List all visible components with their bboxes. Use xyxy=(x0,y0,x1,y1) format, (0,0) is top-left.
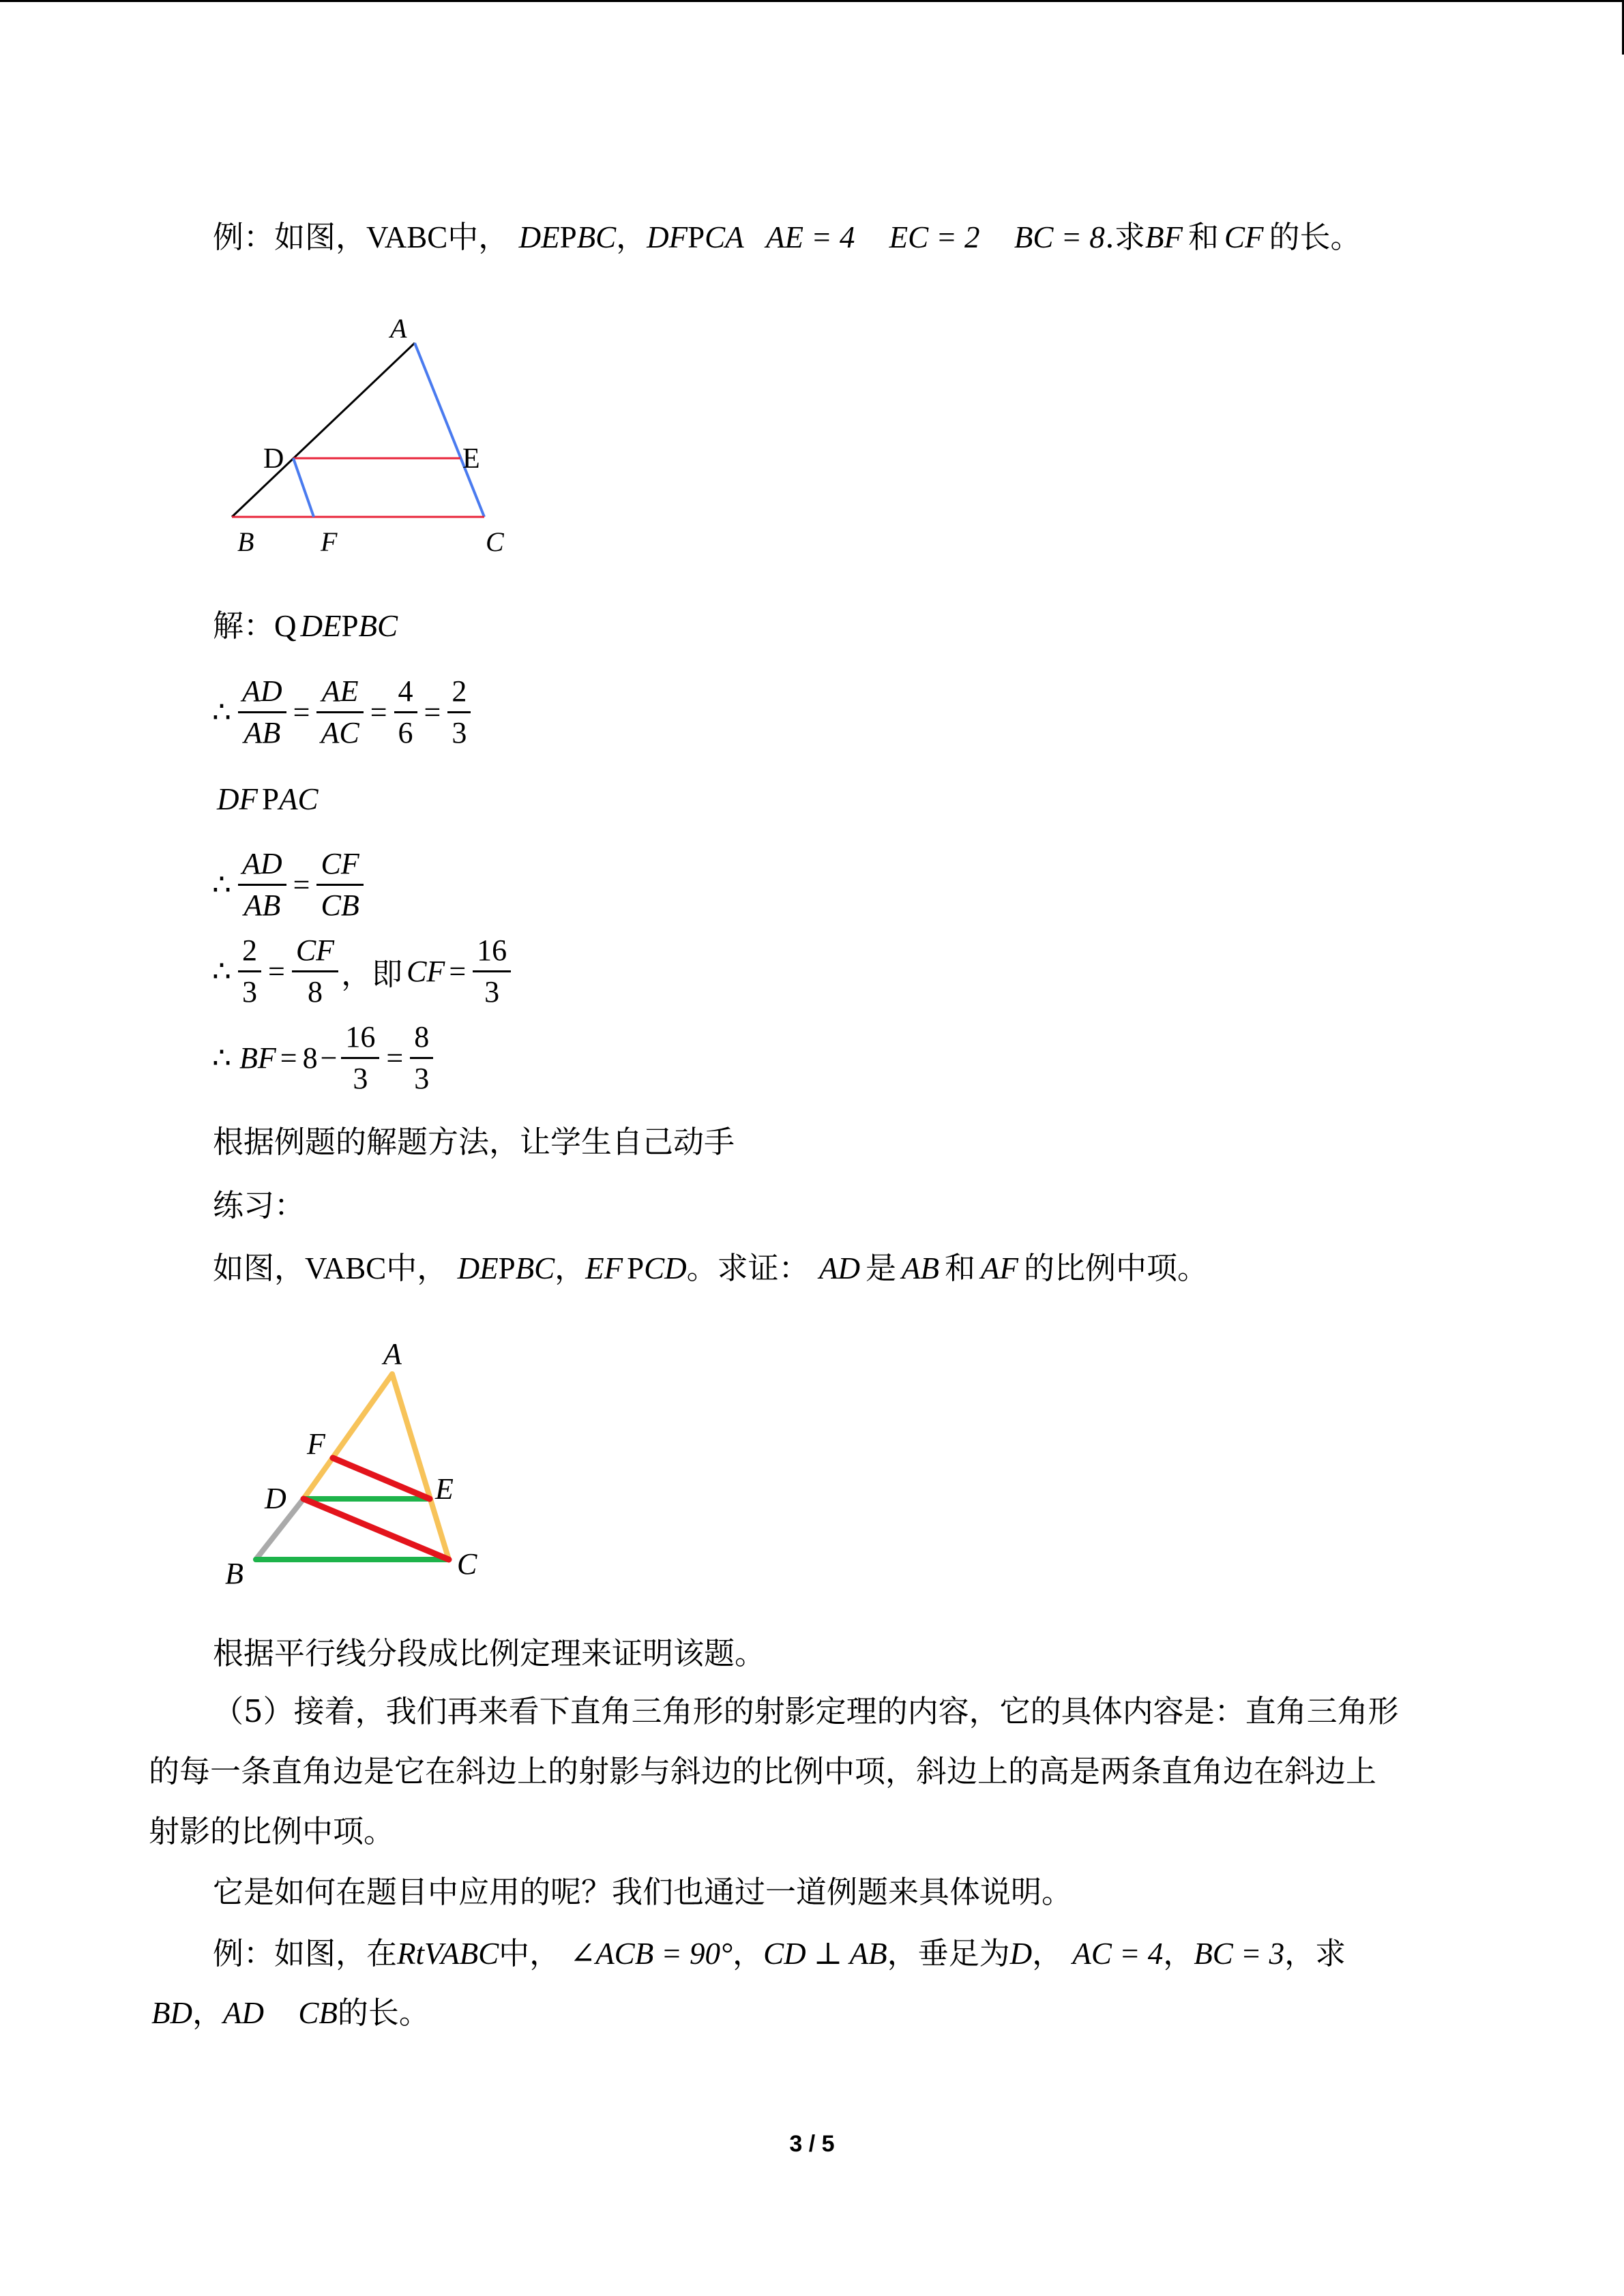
para5-line-3: 射影的比例中项。 xyxy=(149,1813,395,1849)
fig1-segment-df xyxy=(293,458,314,517)
fig1-label-e: E xyxy=(462,443,480,475)
ex2-d: D xyxy=(1009,1937,1033,1971)
sol-de: DE xyxy=(300,609,342,643)
top-border xyxy=(0,0,1624,2)
fig1-label-b: B xyxy=(237,526,254,557)
ex2-ad: AD xyxy=(223,1996,265,2030)
frac-4-6: $\frac{4}{6}$ xyxy=(394,672,417,753)
fig1-label-c: C xyxy=(486,526,504,557)
ex2-rt-triangle: RtVABC xyxy=(397,1937,499,1971)
solution-line-2: ∴ $\frac{AD}{AB}$ = $\frac{AE}{AC}$ = $\frac{4}{6}$ = $\frac{2}{3}$ xyxy=(208,672,473,753)
ex1-ask: .求 xyxy=(1104,219,1146,255)
ex1-tail: 的长。 xyxy=(1269,219,1361,255)
frac-2-3: $\frac{2}{3}$ xyxy=(447,672,471,753)
practice-ef: EF xyxy=(585,1251,623,1285)
practice-de: DE xyxy=(457,1251,499,1285)
fig2-label-b: B xyxy=(225,1557,243,1590)
frac-16-3-b: $\frac{16}{3}$ xyxy=(341,1017,379,1099)
fig2-segment-dc xyxy=(304,1499,449,1560)
ex2-bc: BC = 3 xyxy=(1194,1937,1285,1971)
sol-df: DF xyxy=(217,782,258,816)
para6: 它是如何在题目中应用的呢？我们也通过一道例题来具体说明。 xyxy=(213,1874,1073,1910)
fig1-side-ab xyxy=(232,343,415,517)
fig1-label-a: A xyxy=(390,313,407,344)
practice-ab: AB xyxy=(902,1251,939,1285)
ex1-parallel-1: P xyxy=(559,220,577,254)
sol-bf: BF xyxy=(239,1041,276,1075)
ex1-bf: BF xyxy=(1145,220,1183,254)
fig2-label-c: C xyxy=(457,1547,477,1581)
sol-therefore-4: ∴ xyxy=(212,1041,231,1075)
practice-heading: 练习： xyxy=(213,1187,306,1223)
sol-cf: CF xyxy=(407,955,445,988)
frac-2-3-b: $\frac{2}{3}$ xyxy=(238,931,261,1012)
frac-ae-ac: $\frac{AE}{AC}$ xyxy=(316,672,363,753)
ex2-bd: BD xyxy=(151,1996,192,2030)
ex2-cd-perp: CD ⊥ AB xyxy=(763,1937,887,1971)
ex1-bc: BC xyxy=(576,220,617,254)
triangle-figure-1 xyxy=(218,307,518,566)
frac-16-3: $\frac{16}{3}$ xyxy=(473,931,511,1012)
frac-cf-cb: $\frac{CF}{CB}$ xyxy=(316,844,363,925)
ex1-triangle: VABC xyxy=(366,220,448,254)
ex1-ec: EC = 2 xyxy=(889,220,980,254)
practice-problem: 如图，VABC中， DEPBC，EF PCD。求证： AD 是 AB 和 AF 的比例中项。 xyxy=(213,1250,1209,1286)
frac-ad-ab-2: $\frac{AD}{AB}$ xyxy=(238,844,286,925)
para5-line-1: （5）接着，我们再来看下直角三角形的射影定理的内容，它的具体内容是：直角三角形 xyxy=(213,1693,1399,1729)
practice-af: AF xyxy=(981,1251,1018,1285)
practice-cd: CD xyxy=(644,1251,687,1285)
fig2-label-e: E xyxy=(435,1472,454,1506)
ex2-angle: ∠ACB = 90° xyxy=(570,1937,733,1971)
fig2-label-f: F xyxy=(307,1427,325,1461)
solution-line-3 xyxy=(217,779,319,820)
ex1-ca: CA xyxy=(705,220,744,254)
practice-bc: BC xyxy=(515,1251,555,1285)
sol-jie: 解： xyxy=(213,608,275,644)
ex1-sep: ， xyxy=(616,219,647,255)
sol-therefore-2: ∴ xyxy=(212,868,231,901)
method-line: 根据例题的解题方法，让学生自己动手 xyxy=(213,1124,735,1160)
frac-cf-8: $\frac{CF}{8}$ xyxy=(292,931,338,1012)
practice-ad: AD xyxy=(819,1251,860,1285)
frac-ad-ab: $\frac{AD}{AB}$ xyxy=(238,672,286,753)
ex1-cf: CF xyxy=(1224,220,1264,254)
fig2-segment-fe xyxy=(333,1458,430,1499)
sol-parallel-1: P xyxy=(341,609,359,643)
sol-because: Q xyxy=(274,609,297,643)
ex1-parallel-2: P xyxy=(688,220,705,254)
ex2-ac: AC = 4 xyxy=(1072,1937,1164,1971)
example2-line-1: 例：如图，在RtVABC中， ∠ACB = 90°，CD ⊥ AB，垂足为D， AC = 4，BC = 3，求 xyxy=(213,1935,1346,1971)
ex1-prefix: 例：如图， xyxy=(213,219,367,255)
sol-therefore-3: ∴ xyxy=(212,955,231,988)
sol-bc: BC xyxy=(358,609,398,643)
sol-therefore-1: ∴ xyxy=(212,696,231,729)
ex1-and: 和 xyxy=(1188,219,1220,255)
triangle-figure-2 xyxy=(218,1330,505,1602)
para5-line-2: 的每一条直角边是它在斜边上的射影与斜边的比例中项，斜边上的高是两条直角边在斜边上 xyxy=(149,1753,1377,1789)
ex1-zhong: 中， xyxy=(447,219,510,255)
fig2-label-a: A xyxy=(383,1337,402,1371)
fig2-side-ac xyxy=(392,1374,449,1560)
solution-line-6: ∴ BF = 8 − $\frac{16}{3}$ = $\frac{8}{3}$ xyxy=(208,1017,436,1099)
fig1-label-d: D xyxy=(263,443,284,475)
fig2-label-d: D xyxy=(265,1482,286,1515)
sol-ji: ，即 xyxy=(341,956,403,992)
ex2-cb: CB xyxy=(298,1996,338,2030)
example1-line xyxy=(213,217,1361,258)
practice-triangle: VABC xyxy=(305,1251,387,1285)
example2-line-2: BD，AD CB的长。 xyxy=(151,1995,430,2031)
frac-8-3: $\frac{8}{3}$ xyxy=(410,1017,433,1099)
fig1-label-f: F xyxy=(321,526,338,557)
ex1-ae: AE = 4 xyxy=(766,220,855,254)
proof-hint: 根据平行线分段成比例定理来证明该题。 xyxy=(213,1635,766,1671)
sol-ac: AC xyxy=(279,782,319,816)
sol-eight: 8 xyxy=(302,1041,318,1075)
ex1-df: DF xyxy=(647,220,688,254)
sol-parallel-2: P xyxy=(262,782,280,816)
solution-line-5: ∴ $\frac{2}{3}$ = $\frac{CF}{8}$ ，即 CF = $\frac{16}{3}$ xyxy=(208,931,514,1012)
fig1-side-ac xyxy=(415,343,484,517)
ex1-de: DE xyxy=(518,220,560,254)
solution-line-4: ∴ $\frac{AD}{AB}$ = $\frac{CF}{CB}$ xyxy=(208,844,366,925)
page-number: 3 / 5 xyxy=(789,2131,835,2157)
ex1-bc-value: BC = 8 xyxy=(1014,220,1105,254)
solution-line-1 xyxy=(213,606,398,646)
